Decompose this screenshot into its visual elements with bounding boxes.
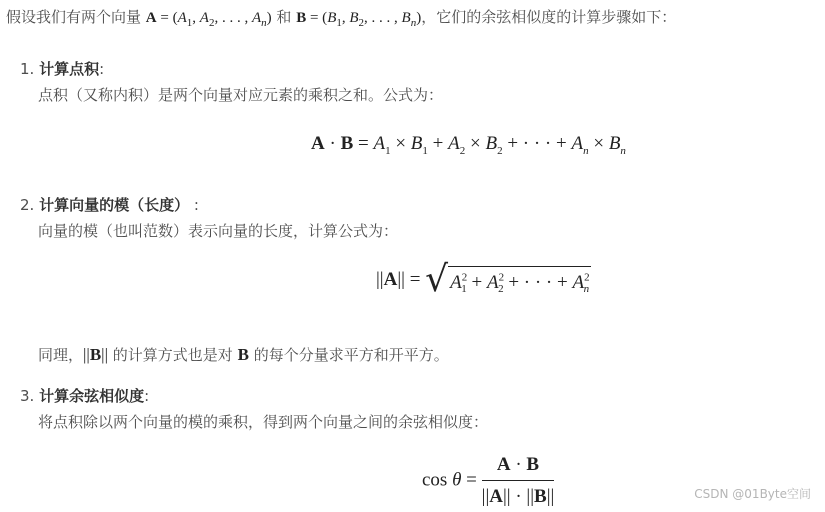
- step-3-heading: [20, 386, 149, 406]
- step-1-number: 1.: [20, 60, 35, 78]
- vector-b-definition: $B = (B_1$, $B_2$, . . . , $B_n$): [296, 10, 422, 29]
- step-2-description: 向量的模（也叫范数）表示向量的长度，计算公式为：: [38, 222, 399, 240]
- step-1-heading: [20, 59, 104, 79]
- step-2-title: 计算向量的模（长度）: [39, 196, 190, 214]
- intro-and: 和: [276, 8, 292, 26]
- magnitude-formula: ||A|| = √ $A^2_1 + A^2_2$ + · · · + $A^2_n$: [376, 259, 590, 300]
- intro-suffix: ，它们的余弦相似度的计算步骤如下：: [421, 8, 677, 26]
- step-1-colon: :: [99, 60, 105, 78]
- note-suffix: 的计算方式也是对: [112, 346, 233, 364]
- step-3-title: 计算余弦相似度: [39, 387, 145, 405]
- cosine-similarity-formula: cos θ = $\frac{A \cdot B}{||A|| \cdot ||B||}$: [422, 454, 555, 507]
- dot-product-formula: $A \cdot B = A_1 \times B_1 + A_2 \times B_2$ + · · · + $A_n \times B_n$: [311, 133, 626, 157]
- step-1-title: 计算点积: [39, 60, 100, 78]
- vector-a-definition: $A = (A_1$, $A_2$, . . . , $A_n$): [145, 10, 272, 29]
- watermark: CSDN @01Byte空间: [694, 487, 811, 501]
- intro-prefix: 假设我们有两个向量: [6, 8, 142, 26]
- step-2-note: 同理，||B|| 的计算方式也是对 B 的每个分量求平方和开平方。: [38, 345, 449, 364]
- step-2-colon: :: [193, 196, 199, 214]
- step-3-description: 将点积除以两个向量的模的乘积，得到两个向量之间的余弦相似度：: [38, 413, 489, 431]
- note-prefix: 同理，: [38, 346, 84, 364]
- step-3-number: 3.: [20, 387, 35, 405]
- step-3-colon: :: [144, 387, 150, 405]
- step-2-heading: [20, 195, 199, 215]
- step-1-description: 点积（又称内积）是两个向量对应元素的乘积之和。公式为：: [38, 86, 444, 104]
- step-2-number: 2.: [20, 196, 35, 214]
- note-end: 的每个分量求平方和开平方。: [253, 346, 449, 364]
- intro-line: [6, 7, 676, 28]
